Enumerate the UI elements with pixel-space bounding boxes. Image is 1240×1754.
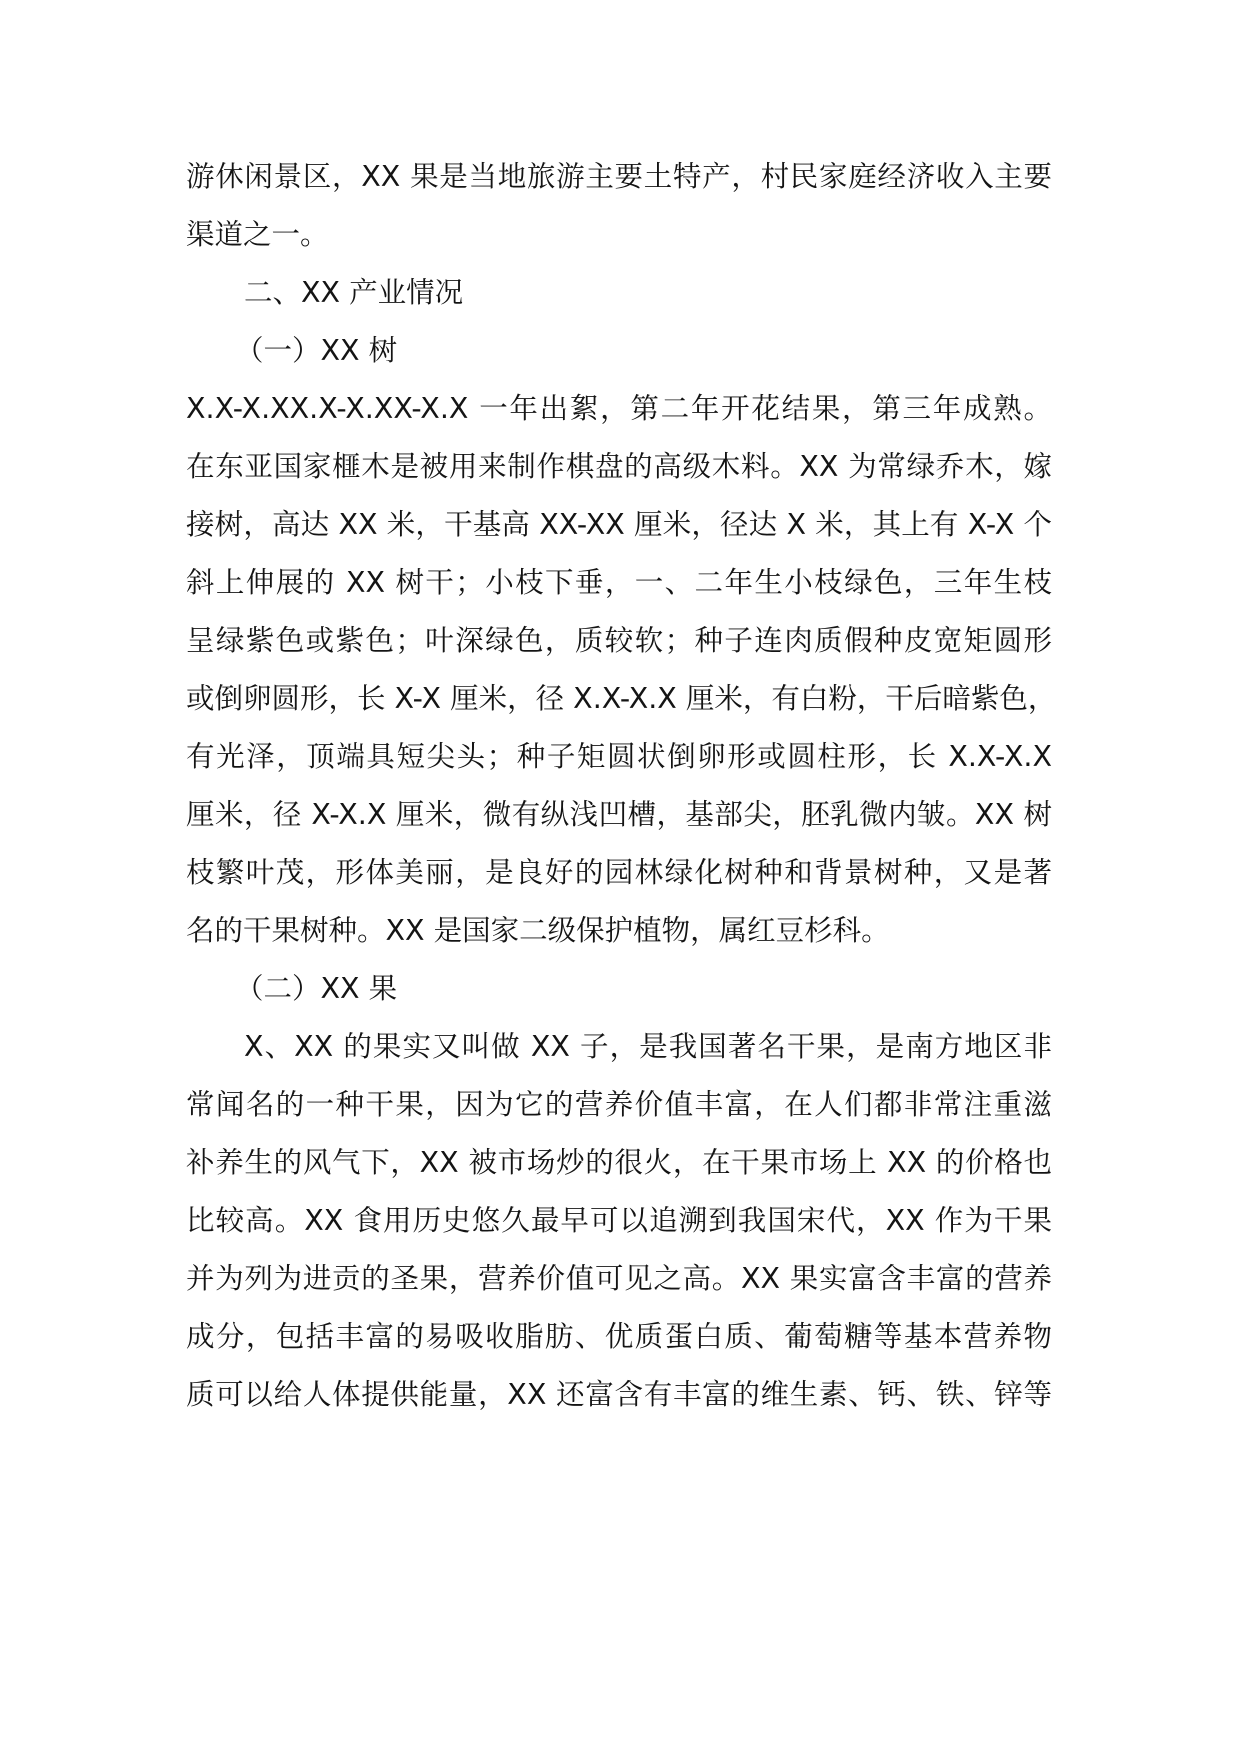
text-line: 补养生的风气下，XX 被市场炒的很火，在干果市场上 XX 的价格也 [186,1146,1052,1179]
text-line: 比较高。XX 食用历史悠久最早可以追溯到我国宋代，XX 作为干果 [186,1204,1052,1237]
text-line: 呈绿紫色或紫色；叶深绿色，质较软；种子连肉质假种皮宽矩圆形 [186,624,1052,657]
text-line: 并为列为进贡的圣果，营养价值可见之高。XX 果实富含丰富的营养 [186,1262,1052,1295]
text-line: 渠道之一。 [186,218,329,251]
text-line: X、XX 的果实又叫做 XX 子，是我国著名干果，是南方地区非 [244,1030,1052,1063]
subsection-heading: （一）XX 树 [235,334,398,367]
text-line: 常闻名的一种干果，因为它的营养价值丰富，在人们都非常注重滋 [186,1088,1052,1121]
text-line: 枝繁叶茂，形体美丽，是良好的园林绿化树种和背景树种，又是著 [186,856,1052,889]
text-line: 在东亚国家榧木是被用来制作棋盘的高级木料。XX 为常绿乔木，嫁 [186,450,1052,483]
text-line: 接树，高达 XX 米，干基高 XX-XX 厘米，径达 X 米，其上有 X-X 个 [186,508,1052,541]
text-line: X.X-X.XX.X-X.XX-X.X 一年出絮，第二年开花结果，第三年成熟。 [186,392,1052,425]
subsection-heading: （二）XX 果 [235,972,398,1005]
text-line: 斜上伸展的 XX 树干；小枝下垂，一、二年生小枝绿色，三年生枝 [186,566,1052,599]
text-line: 有光泽，顶端具短尖头；种子矩圆状倒卵形或圆柱形，长 X.X-X.X [186,740,1052,773]
text-line: 游休闲景区，XX 果是当地旅游主要土特产，村民家庭经济收入主要 [186,160,1052,193]
text-line: 或倒卵圆形，长 X-X 厘米，径 X.X-X.X 厘米，有白粉，干后暗紫色， [186,682,1057,715]
text-line: 质可以给人体提供能量，XX 还富含有丰富的维生素、钙、铁、锌等 [186,1378,1052,1411]
text-line: 厘米，径 X-X.X 厘米，微有纵浅凹槽，基部尖，胚乳微内皱。XX 树 [186,798,1052,831]
section-heading: 二、XX 产业情况 [244,276,464,309]
text-line: 名的干果树种。XX 是国家二级保护植物，属红豆杉科。 [186,914,890,947]
text-line: 成分，包括丰富的易吸收脂肪、优质蛋白质、葡萄糖等基本营养物 [186,1320,1052,1353]
